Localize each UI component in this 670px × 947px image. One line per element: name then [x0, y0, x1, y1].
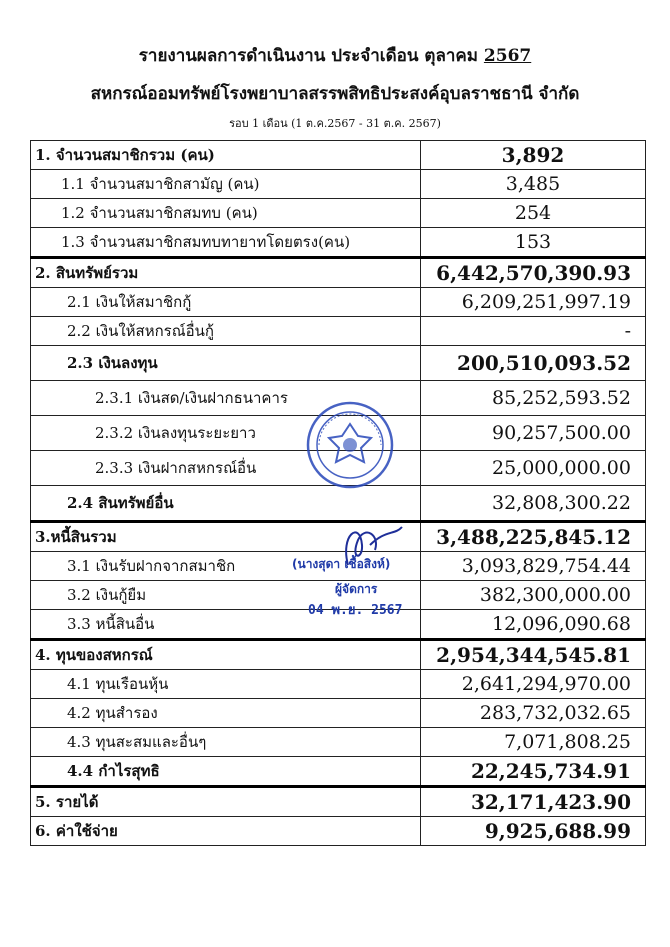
row-label: 1. จำนวนสมาชิกรวม (คน): [31, 141, 421, 170]
table-row: [31, 817, 646, 846]
signature-date: 04 พ.ย. 2567: [308, 603, 403, 618]
signer-title: ผู้จัดการ: [335, 582, 378, 596]
row-value: 200,510,093.52: [421, 346, 646, 381]
row-value: 3,485: [421, 170, 646, 199]
row-value: 3,892: [421, 141, 646, 170]
row-value: -: [421, 317, 646, 346]
row-label: 4. ทุนของสหกรณ์: [31, 640, 421, 670]
row-value: 6,209,251,997.19: [421, 288, 646, 317]
table-row: [31, 670, 646, 699]
table-row: [31, 199, 646, 228]
row-value: 32,171,423.90: [421, 787, 646, 817]
row-label: 3.หนี้สินรวม: [31, 522, 421, 552]
row-label: 4.2 ทุนสำรอง: [31, 699, 421, 728]
table-row: [31, 228, 646, 258]
table-row: [31, 288, 646, 317]
row-value: 12,096,090.68: [421, 610, 646, 640]
row-value: 22,245,734.91: [421, 757, 646, 787]
row-label: 1.3 จำนวนสมาชิกสมทบทายาทโดยตรง(คน): [31, 228, 421, 258]
row-label: 4.4 กำไรสุทธิ: [31, 757, 421, 787]
row-label: 2.3.1 เงินสด/เงินฝากธนาคาร: [31, 381, 421, 416]
row-value: 90,257,500.00: [421, 416, 646, 451]
row-label: 3.3 หนี้สินอื่น: [31, 610, 421, 640]
row-value: 283,732,032.65: [421, 699, 646, 728]
row-label: 4.1 ทุนเรือนหุ้น: [31, 670, 421, 699]
row-label: 6. ค่าใช้จ่าย: [31, 817, 421, 846]
table-row: [31, 699, 646, 728]
row-value: 3,488,225,845.12: [421, 522, 646, 552]
row-value: 85,252,593.52: [421, 381, 646, 416]
row-label: 2.1 เงินให้สมาชิกกู้: [31, 288, 421, 317]
row-label: 2.3 เงินลงทุน: [31, 346, 421, 381]
row-label: 2.2 เงินให้สหกรณ์อื่นกู้: [31, 317, 421, 346]
row-value: 6,442,570,390.93: [421, 258, 646, 288]
row-label: 2. สินทรัพย์รวม: [31, 258, 421, 288]
row-value: 382,300,000.00: [421, 581, 646, 610]
row-value: 25,000,000.00: [421, 451, 646, 486]
row-label: 4.3 ทุนสะสมและอื่นๆ: [31, 728, 421, 757]
table-row: [31, 728, 646, 757]
row-value: 3,093,829,754.44: [421, 552, 646, 581]
report-title-year: 2567: [483, 46, 532, 66]
row-label: 1.2 จำนวนสมาชิกสมทบ (คน): [31, 199, 421, 228]
row-label: 1.1 จำนวนสมาชิกสามัญ (คน): [31, 170, 421, 199]
row-label: 5. รายได้: [31, 787, 421, 817]
row-value: 2,641,294,970.00: [421, 670, 646, 699]
row-value: 254: [421, 199, 646, 228]
report-table: [30, 140, 646, 846]
report-title: รายงานผลการดำเนินงาน ประจำเดือน ตุลาคม 2567: [138, 46, 532, 66]
row-label: 2.3.3 เงินฝากสหกรณ์อื่น: [31, 451, 421, 486]
row-label: 3.1 เงินรับฝากจากสมาชิก: [31, 552, 421, 581]
table-row: [31, 170, 646, 199]
organization-name: สหกรณ์ออมทรัพย์โรงพยาบาลสรรพสิทธิประสงค์อุบลราชธานี จำกัด: [90, 84, 580, 104]
table-row: [31, 141, 646, 170]
cooperative-seal-stamp: [305, 400, 395, 490]
table-row: [31, 317, 646, 346]
row-label: 2.4 สินทรัพย์อื่น: [31, 486, 421, 522]
row-value: 32,808,300.22: [421, 486, 646, 522]
table-row: [31, 757, 646, 787]
table-row: [31, 258, 646, 288]
row-value: 153: [421, 228, 646, 258]
row-value: 7,071,808.25: [421, 728, 646, 757]
row-label: 3.2 เงินกู้ยืม: [31, 581, 421, 610]
row-value: 9,925,688.99: [421, 817, 646, 846]
row-label: 2.3.2 เงินลงทุนระยะยาว: [31, 416, 421, 451]
table-row: [31, 346, 646, 381]
signer-name: (นางสุดา เชื้อสิงห์): [292, 557, 391, 571]
table-row: [31, 640, 646, 670]
report-period: รอบ 1 เดือน (1 ต.ค.2567 - 31 ต.ค. 2567): [229, 117, 441, 130]
table-row: [31, 787, 646, 817]
row-value: 2,954,344,545.81: [421, 640, 646, 670]
